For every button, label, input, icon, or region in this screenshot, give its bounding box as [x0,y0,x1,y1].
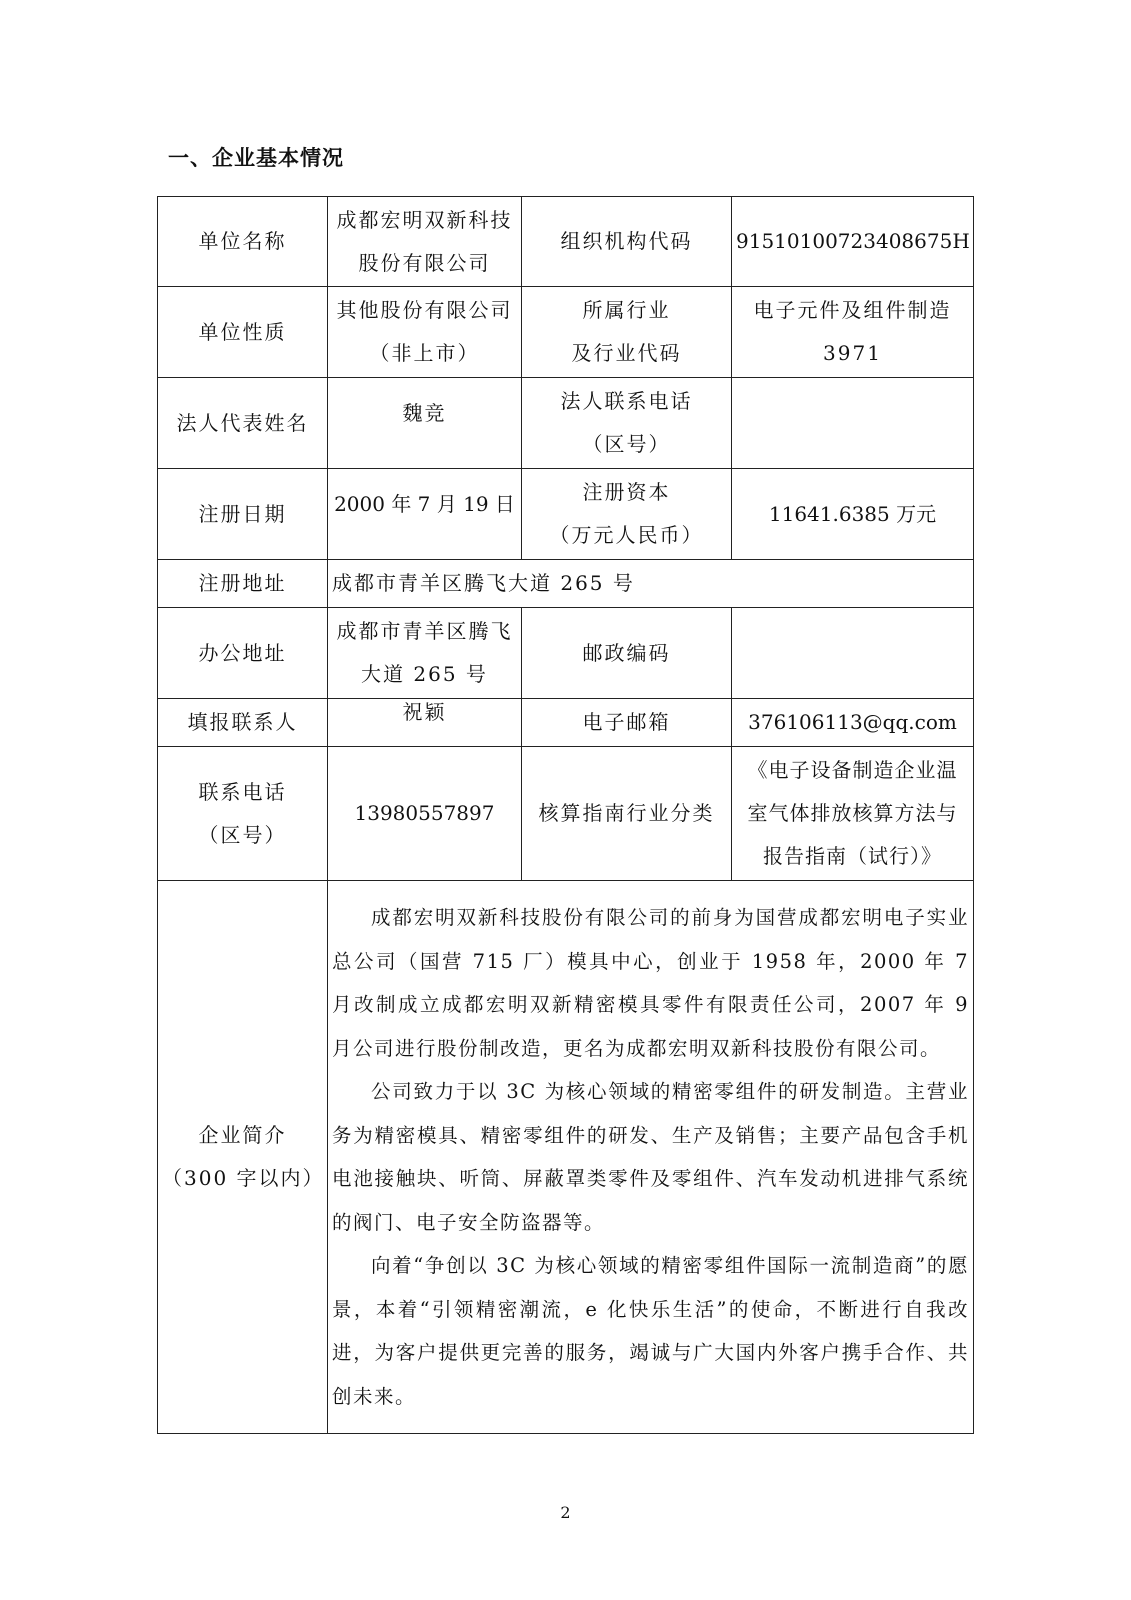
value-legal-phone [732,378,974,469]
value-email: 376106113@qq.com [732,699,974,747]
value-reg-date: 2000 年 7 月 19 日 [328,469,522,560]
intro-paragraph: 向着“争创以 3C 为核心领域的精密零组件国际一流制造商”的愿景，本着“引领精密潮流，e 化快乐生活”的使命，不断进行自我改进，为客户提供更完善的服务，竭诚与广大国内外客户携手合作、共创未来。 [332,1254,969,1408]
value-accounting-guide: 《电子设备制造企业温 室气体排放核算方法与 报告指南（试行）》 [732,747,974,881]
table-row-intro [158,881,974,1434]
label-email: 电子邮箱 [522,699,732,747]
value-reg-address: 成都市青羊区腾飞大道 265 号 [328,560,974,608]
value-org-code: 91510100723408675H [732,197,974,287]
page-number: 2 [560,1503,571,1522]
value-unit-name: 成都宏明双新科技 股份有限公司 [328,197,522,287]
value-unit-nature: 其他股份有限公司 （非上市） [328,287,522,378]
enterprise-info-table [157,196,974,1434]
section-title: 一、企业基本情况 [168,146,344,170]
value-legal-rep: 魏竞 [328,378,522,469]
intro-paragraph: 公司致力于以 3C 为核心领域的精密零组件的研发制造。主营业务为精密模具、精密零组件的研发、生产及销售；主要产品包含手机电池接触块、听筒、屏蔽罩类零件及零组件、汽车发动机进排气系统的阀门、电子安全防盗器等。 [332,1080,969,1234]
label-legal-phone: 法人联系电话 （区号） [522,378,732,469]
label-org-code: 组织机构代码 [522,197,732,287]
label-reg-capital: 注册资本 （万元人民币） [522,469,732,560]
value-postcode [732,608,974,699]
label-intro: 企业简介 （300 字以内） [158,881,328,1434]
value-contact: 祝颖 [328,699,522,747]
intro-paragraph: 成都宏明双新科技股份有限公司的前身为国营成都宏明电子实业总公司（国营 715 厂）模具中心，创业于 1958 年，2000 年 7 月改制成立成都宏明双新精密模具零件有限责任公司，2007 年 9 月公司进行股份制改造，更名为成都宏明双新科技股份有限公司。 [332,906,969,1060]
label-unit-nature: 单位性质 [158,287,328,378]
table-row-legal-rep [158,378,974,469]
label-legal-rep: 法人代表姓名 [158,378,328,469]
table-row-phone [158,747,974,881]
label-reg-date: 注册日期 [158,469,328,560]
value-industry: 电子元件及组件制造 3971 [732,287,974,378]
table-row-reg-date [158,469,974,560]
table-row-unit-nature [158,287,974,378]
label-unit-name: 单位名称 [158,197,328,287]
label-office-address: 办公地址 [158,608,328,699]
value-intro [328,881,974,1434]
table-row-unit-name [158,197,974,287]
table-row-office-address [158,608,974,699]
label-contact: 填报联系人 [158,699,328,747]
label-phone: 联系电话 （区号） [158,747,328,881]
label-industry: 所属行业 及行业代码 [522,287,732,378]
label-reg-address: 注册地址 [158,560,328,608]
value-phone: 13980557897 [328,747,522,881]
label-postcode: 邮政编码 [522,608,732,699]
label-accounting-guide: 核算指南行业分类 [522,747,732,881]
value-office-address: 成都市青羊区腾飞 大道 265 号 [328,608,522,699]
table-row-reg-address [158,560,974,608]
table-row-contact [158,699,974,747]
value-reg-capital: 11641.6385 万元 [732,469,974,560]
